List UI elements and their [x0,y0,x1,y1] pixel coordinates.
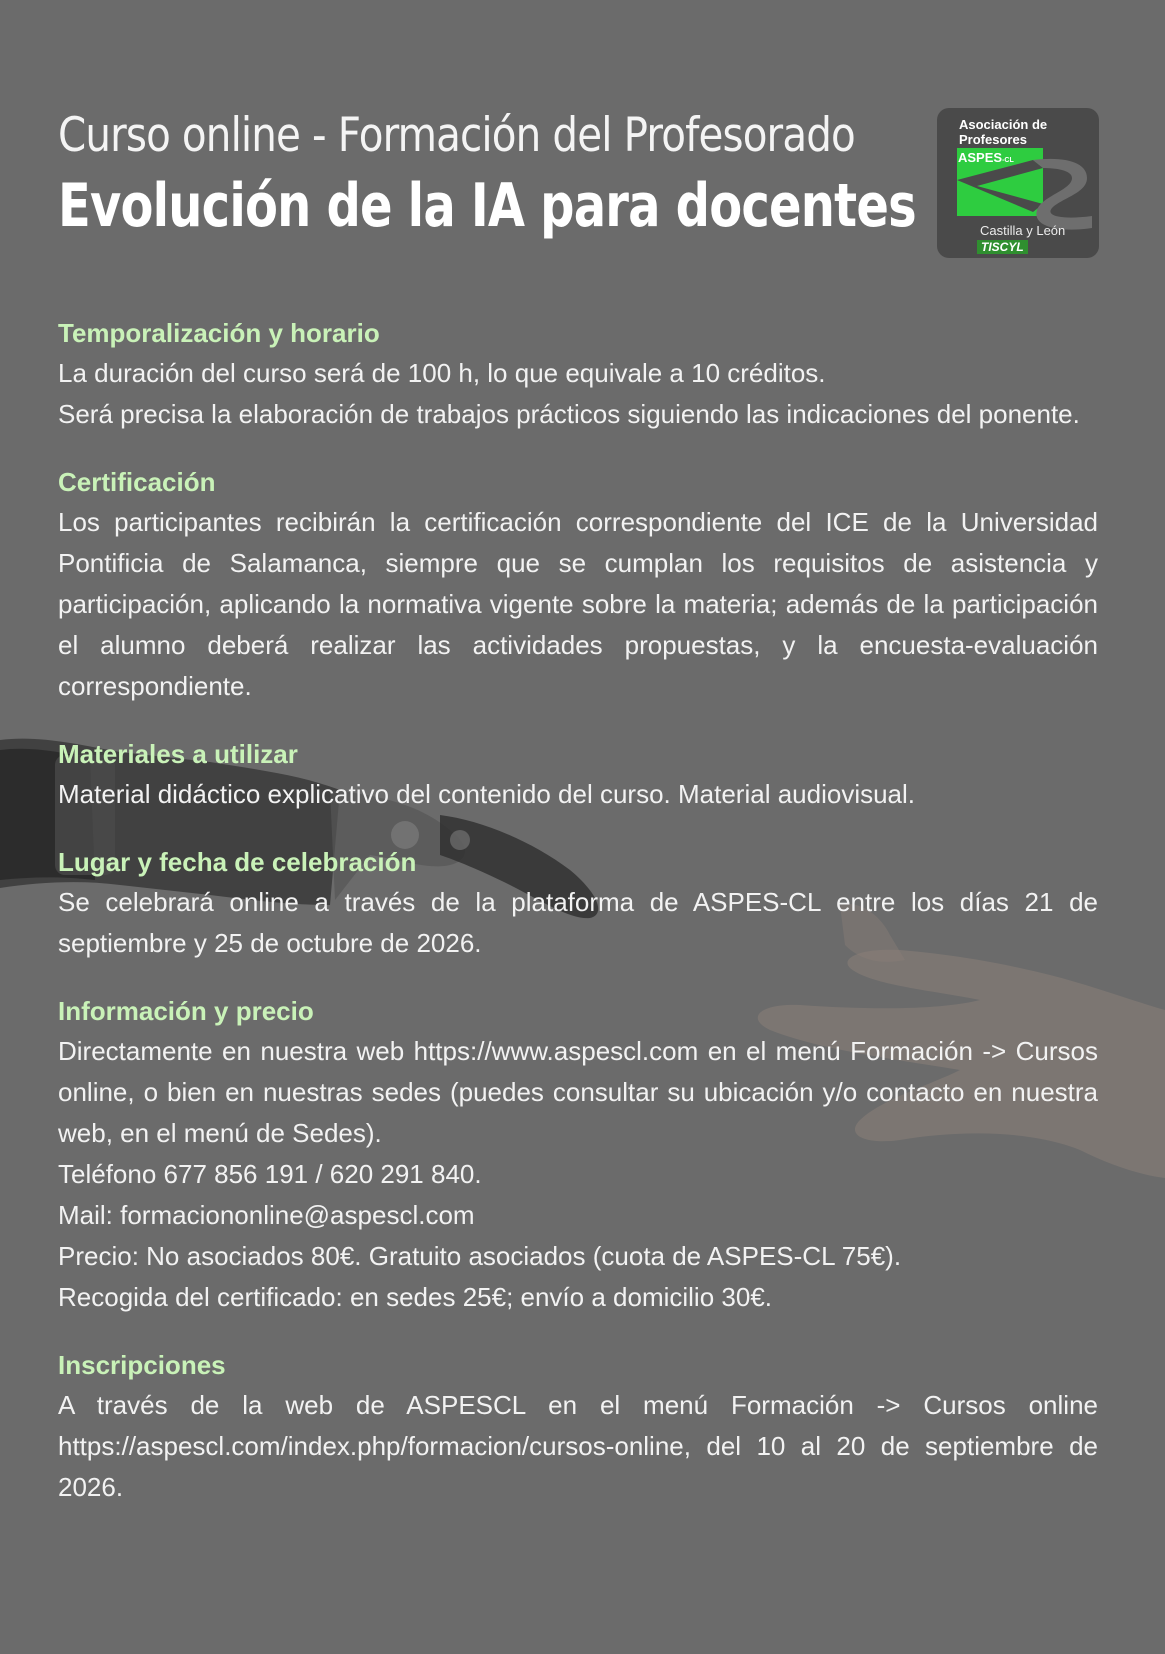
section-heading: Inscripciones [58,1350,226,1380]
logo-aspes-text [958,150,1014,165]
section-temporalizacion [58,313,1098,435]
email-text: Mail: formaciononline@aspescl.com [58,1200,475,1230]
section-certificacion [58,462,1098,707]
course-type-heading: Curso online - Formación del Profesorado [58,108,855,163]
section-materiales [58,734,1098,815]
section-heading: Lugar y fecha de celebración [58,847,417,877]
section-text: A través de la web de ASPESCL en el menú Formación -> Cursos online https://aspescl.com/index.php/formacion/cursos-online, del 10 al 20 de septiembre de 2026. [58,1390,1098,1502]
logo-aspes-suffix: -CL [1002,157,1014,164]
section-heading: Temporalización y horario [58,318,380,348]
section-inscripciones [58,1345,1098,1508]
section-text: Directamente en nuestra web https://www.aspescl.com en el menú Formación -> Cursos online, o bien en nuestras sedes (puedes consultar su ubicación y/o contacto en nuestra web, en el menú de Sedes). [58,1036,1098,1148]
phone-text: Teléfono 677 856 191 / 620 291 840. [58,1159,482,1189]
logo-partner-badge: TISCYL [977,240,1028,254]
section-heading: Información y precio [58,996,314,1026]
section-informacion-precio [58,991,1098,1318]
section-heading: Materiales a utilizar [58,739,298,769]
section-text: Se celebrará online a través de la plataforma de ASPES-CL entre los días 21 de septiembre y 25 de octubre de 2026. [58,887,1098,958]
course-title: Evolución de la IA para docentes [58,171,916,241]
logo-text-line2: Profesores [959,132,1027,147]
price-text: Precio: No asociados 80€. Gratuito asociados (cuota de ASPES-CL 75€). [58,1241,902,1271]
flyer-header [58,108,918,242]
logo-aspes-name: ASPES [958,150,1003,165]
certificate-pickup-text: Recogida del certificado: en sedes 25€; envío a domicilio 30€. [58,1282,772,1312]
section-text: Material didáctico explicativo del contenido del curso. Material audiovisual. [58,779,916,809]
aspes-cl-logo [937,108,1099,258]
section-lugar-fecha [58,842,1098,964]
course-details [58,313,1098,1535]
section-text: Será precisa la elaboración de trabajos prácticos siguiendo las indicaciones del ponente. [58,399,1080,429]
section-text: Los participantes recibirán la certificación correspondiente del ICE de la Universidad Pontificia de Salamanca, siempre que se cumplan los requisitos de asistencia y participación, aplicando la normativa vigente sobre la materia; además de la participación el alumno deberá realizar las actividades propuestas, y la encuesta-evaluación correspondiente. [58,507,1098,701]
logo-region-text: Castilla y León [980,223,1066,238]
section-text: La duración del curso será de 100 h, lo que equivale a 10 créditos. [58,358,826,388]
logo-text-line1: Asociación de [959,117,1048,132]
section-heading: Certificación [58,467,216,497]
